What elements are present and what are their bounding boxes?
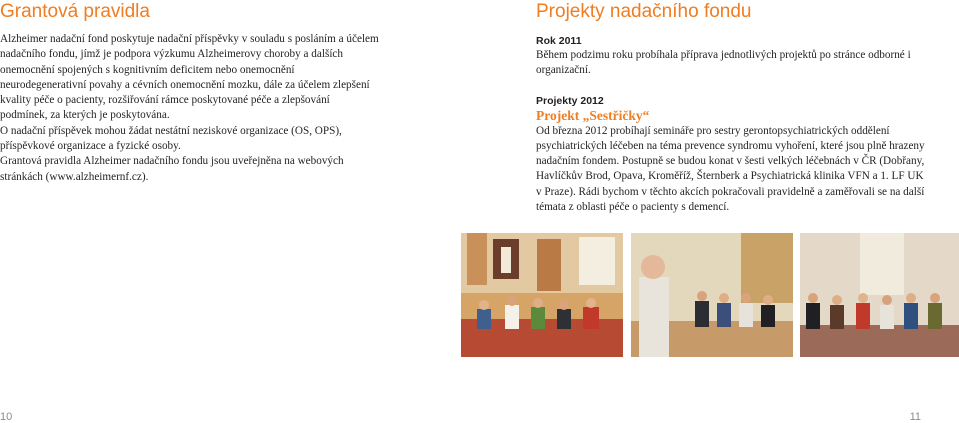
grant-rules-paragraph-2: O nadační příspěvek mohou žádat nestátní neziskové organizace (OS, OPS), příspěvkové organizace a fyzické osoby. — [0, 124, 342, 153]
grant-rules-paragraph-1: Alzheimer nadační fond poskytuje nadační příspěvky v souladu s posláním a účelem nadačního fondu, jímž je podpora výzkumu Alzheimerovy choroby a dalších onemocnění spojených s kognitivním deficitem nebo onemocnění neurodegenerativní povahy a cévních onemocnění mozku, dále za účelem zlepšení kvality péče o pacienty, rozšiřování rámce poskytované péče a zlepšování podmínek, za kterých je poskytována. — [0, 33, 379, 122]
page-number-left: 10 — [0, 411, 13, 423]
right-page-title: Projekty nadačního fondu — [536, 1, 752, 22]
grant-rules-text — [0, 32, 380, 185]
projects-2012-heading: Projekty 2012 — [536, 94, 604, 107]
grant-rules-paragraph-3: Grantová pravidla Alzheimer nadačního fondu jsou uveřejněna na webových stránkách (www.alzheimernf.cz). — [0, 155, 344, 183]
seminar-photo-1 — [461, 233, 623, 357]
year-2011-heading: Rok 2011 — [536, 35, 582, 47]
projects-2012-text: Od března 2012 probíhají semináře pro sestry gerontopsychiatrických oddělení psychiatrických léčeben na téma prevence syndromu vyhoření, které jsou plně hrazeny nadačním fondem. Postupně se budou konat v šesti velkých léčebnách v ČR (Dobřany, Havlíčkův Brod, Opava, Kroměříž, Šternberk a Psychiatrická klinika VFN a 1. LF UK v Praze). Rádi bychom v těchto akcích pokračovali pravidelně a zaměřovali se na další témata z oblasti péče o pacienty s demencí. — [536, 124, 925, 214]
left-page-title: Grantová pravidla — [0, 1, 150, 22]
seminar-photo-3 — [800, 233, 959, 357]
seminar-photo-2 — [631, 233, 793, 357]
page-number-right: 11 — [909, 411, 921, 423]
projects-text — [536, 34, 926, 215]
project-title: Projekt „Sestřičky“ — [536, 107, 650, 123]
year-2011-text: Během podzimu roku probíhala příprava jednotlivých projektů po stránce odborné i organizační. — [536, 49, 911, 77]
